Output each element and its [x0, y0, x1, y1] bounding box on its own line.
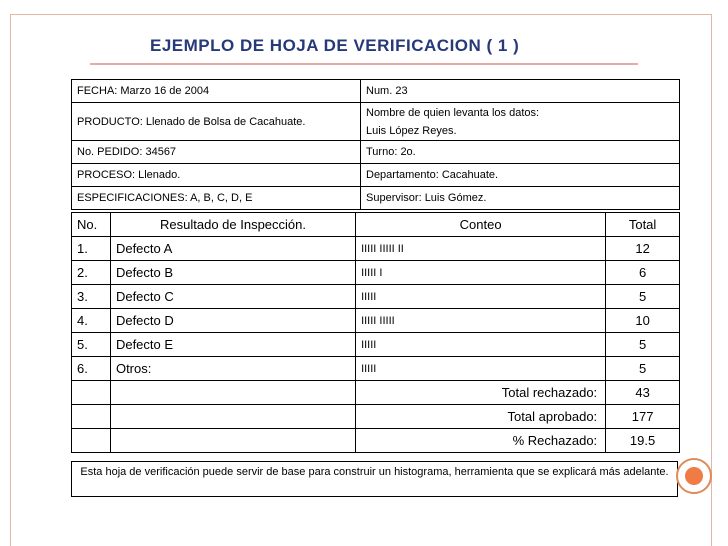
info-row	[72, 80, 680, 103]
row-no: 3.	[72, 285, 111, 309]
frame-top-line	[11, 14, 711, 15]
inspection-table	[71, 212, 680, 453]
summary-value: 19.5	[606, 429, 680, 453]
num-cell: Num. 23	[361, 80, 680, 103]
row-defect: Defecto B	[110, 261, 355, 285]
turno-cell: Turno: 2o.	[361, 141, 680, 164]
info-row	[72, 141, 680, 164]
row-defect: Otros:	[110, 357, 355, 381]
summary-value: 43	[606, 381, 680, 405]
frame-left-line	[10, 14, 11, 546]
summary-label: % Rechazado:	[356, 429, 606, 453]
proceso-cell: PROCESO: Llenado.	[72, 164, 361, 187]
table-header-row	[72, 213, 680, 237]
row-total: 6	[606, 261, 680, 285]
empty-cell	[72, 405, 111, 429]
frame-right-line	[711, 14, 712, 546]
row-no: 2.	[72, 261, 111, 285]
row-tally: IIIII	[356, 357, 606, 381]
row-total: 5	[606, 333, 680, 357]
supervisor-cell: Supervisor: Luis Gómez.	[361, 187, 680, 210]
row-defect: Defecto C	[110, 285, 355, 309]
header-no: No.	[72, 213, 111, 237]
table-row	[72, 309, 680, 333]
header-total: Total	[606, 213, 680, 237]
row-total: 10	[606, 309, 680, 333]
info-table	[71, 79, 680, 210]
summary-row	[72, 381, 680, 405]
row-total: 5	[606, 357, 680, 381]
info-row	[72, 187, 680, 210]
info-row	[72, 164, 680, 187]
row-total: 5	[606, 285, 680, 309]
departamento-cell: Departamento: Cacahuate.	[361, 164, 680, 187]
row-no: 1.	[72, 237, 111, 261]
row-no: 6.	[72, 357, 111, 381]
summary-value: 177	[606, 405, 680, 429]
empty-cell	[72, 429, 111, 453]
row-no: 4.	[72, 309, 111, 333]
title-underline	[90, 63, 638, 65]
especificaciones-cell: ESPECIFICACIONES: A, B, C, D, E	[72, 187, 361, 210]
nombre-value: Luis López Reyes.	[366, 125, 457, 137]
row-tally: IIIII IIIII II	[356, 237, 606, 261]
row-tally: IIIII I	[356, 261, 606, 285]
summary-row	[72, 405, 680, 429]
producto-cell: PRODUCTO: Llenado de Bolsa de Cacahuate.	[72, 103, 361, 141]
row-total: 12	[606, 237, 680, 261]
nombre-cell	[361, 103, 680, 141]
row-defect: Defecto D	[110, 309, 355, 333]
summary-label: Total rechazado:	[356, 381, 606, 405]
table-row	[72, 333, 680, 357]
table-row	[72, 237, 680, 261]
empty-cell	[72, 381, 111, 405]
header-resultado: Resultado de Inspección.	[110, 213, 355, 237]
row-tally: IIIII IIIII	[356, 309, 606, 333]
table-row	[72, 357, 680, 381]
info-row	[72, 103, 680, 141]
table-row	[72, 261, 680, 285]
header-conteo: Conteo	[356, 213, 606, 237]
row-defect: Defecto E	[110, 333, 355, 357]
summary-label: Total aprobado:	[356, 405, 606, 429]
row-tally: IIIII	[356, 285, 606, 309]
nombre-label: Nombre de quien levanta los datos:	[366, 107, 540, 119]
summary-row	[72, 429, 680, 453]
row-defect: Defecto A	[110, 237, 355, 261]
row-no: 5.	[72, 333, 111, 357]
pedido-cell: No. PEDIDO: 34567	[72, 141, 361, 164]
page-title: EJEMPLO DE HOJA DE VERIFICACION ( 1 )	[150, 36, 520, 55]
decorative-circle-icon	[676, 458, 712, 494]
empty-cell	[110, 429, 355, 453]
empty-cell	[110, 405, 355, 429]
empty-cell	[110, 381, 355, 405]
footnote-box: Esta hoja de verificación puede servir de base para construir un histograma, herramienta que se explicará más adelante.	[71, 461, 678, 497]
fecha-cell: FECHA: Marzo 16 de 2004	[72, 80, 361, 103]
table-row	[72, 285, 680, 309]
row-tally: IIIII	[356, 333, 606, 357]
